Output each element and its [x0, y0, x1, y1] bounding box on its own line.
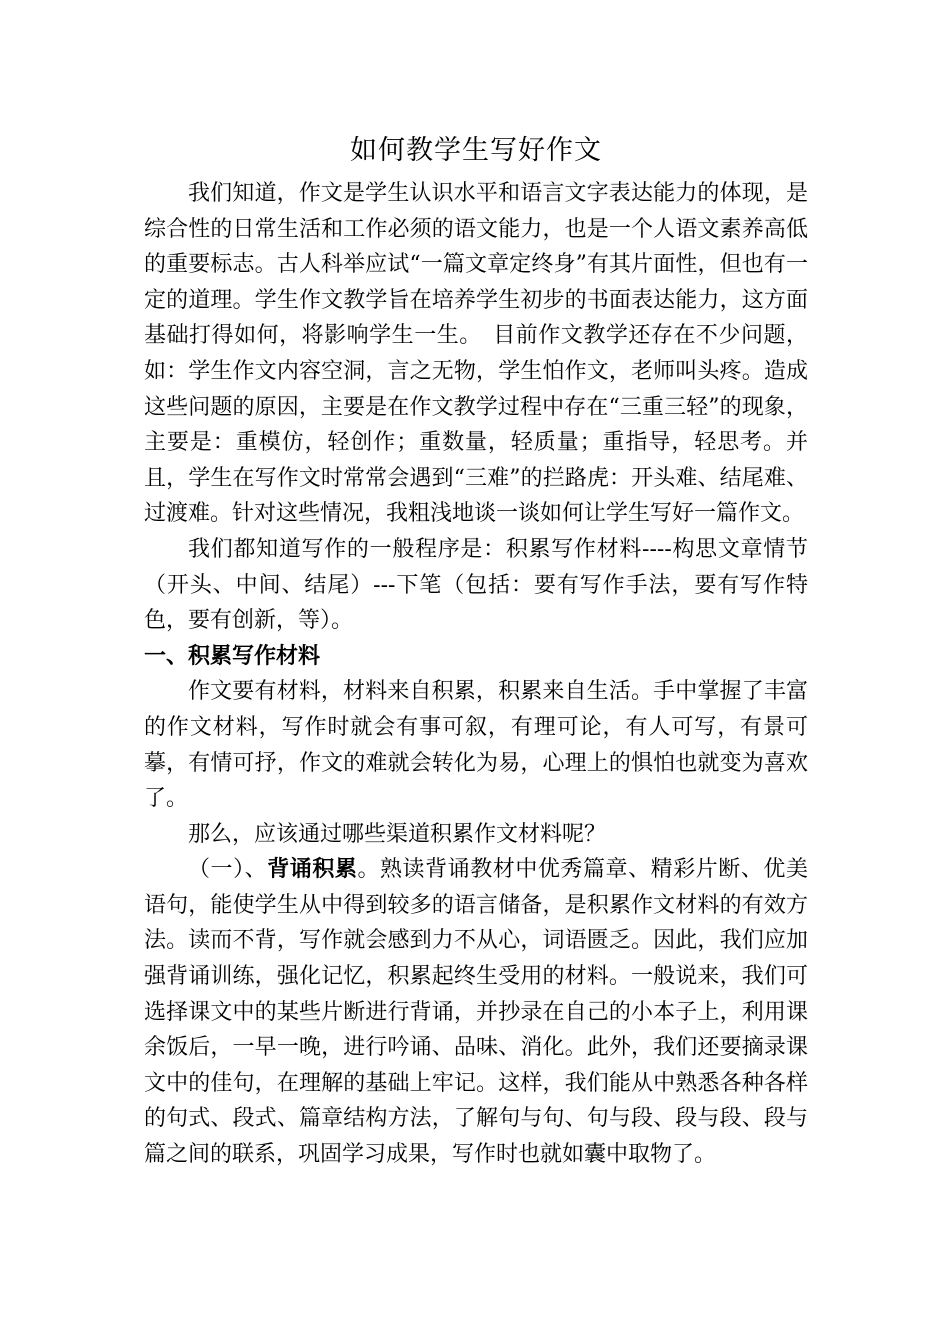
section-paragraph-2: 那么，应该通过哪些渠道积累作文材料呢？ [188, 821, 607, 847]
subsection-text: 。熟读背诵教材中优秀篇章、精彩片断、优美语句，能使学生从中得到较多的语言储备，是积累作文材料的有效方法。读而不背，写作就会感到力不从心，词语匮乏。因此，我们应加强背诵训练，强化记忆，积累起终生受用的材料。一般说来，我们可选择课文中的某些片断进行背诵，并抄录在自己的小本子上，利用课余饭后，一早一晚，进行吟诵、品味、消化。此外，我们还要摘录课文中的佳句，在理解的基础上牢记。这样，我们能从中熟悉各种各样的句式、段式、篇章结构方法，了解句与句、句与段、段与段、段与篇之间的联系，巩固学习成果，写作时也就如囊中取物了。 [144, 857, 808, 1168]
procedure-paragraph: 我们都知道写作的一般程序是：积累写作材料----构思文章情节（开头、中间、结尾）---下笔（包括：要有写作手法，要有写作特色，要有创新，等）。 [144, 536, 808, 634]
subsection-paragraph [144, 852, 808, 1172]
subsection-bold-term: 背诵积累 [267, 856, 358, 883]
document-body [144, 128, 808, 1173]
intro-paragraph: 我们知道，作文是学生认识水平和语言文字表达能力的体现，是综合性的日常生活和工作必须的语文能力，也是一个人语文素养高低的重要标志。古人科举应试“一篇文章定终身”有其片面性，但也有一定的道理。学生作文教学旨在培养学生初步的书面表达能力，这方面基础打得如何，将影响学生一生。 目前作文教学还存在不少问题，如：学生作文内容空洞，言之无物，学生怕作文，老师叫头疼。造成这些问题的原因，主要是在作文教学过程中存在“三重三轻”的现象，主要是：重模仿，轻创作；重数量，轻质量；重指导，轻思考。并且，学生在写作文时常常会遇到“三难”的拦路虎：开头难、结尾难、过渡难。针对这些情况，我粗浅地谈一谈如何让学生写好一篇作文。 [144, 181, 808, 527]
subsection-prefix: （一）、 [188, 857, 268, 883]
document-title: 如何教学生写好作文 [350, 135, 602, 166]
section-heading: 一、积累写作材料 [144, 642, 321, 669]
section-paragraph-1: 作文要有材料，材料来自积累，积累来自生活。手中掌握了丰富的作文材料，写作时就会有事可叙，有理可论，有人可写，有景可摹，有情可抒，作文的难就会转化为易，心理上的惧怕也就变为喜欢了。 [144, 679, 808, 812]
